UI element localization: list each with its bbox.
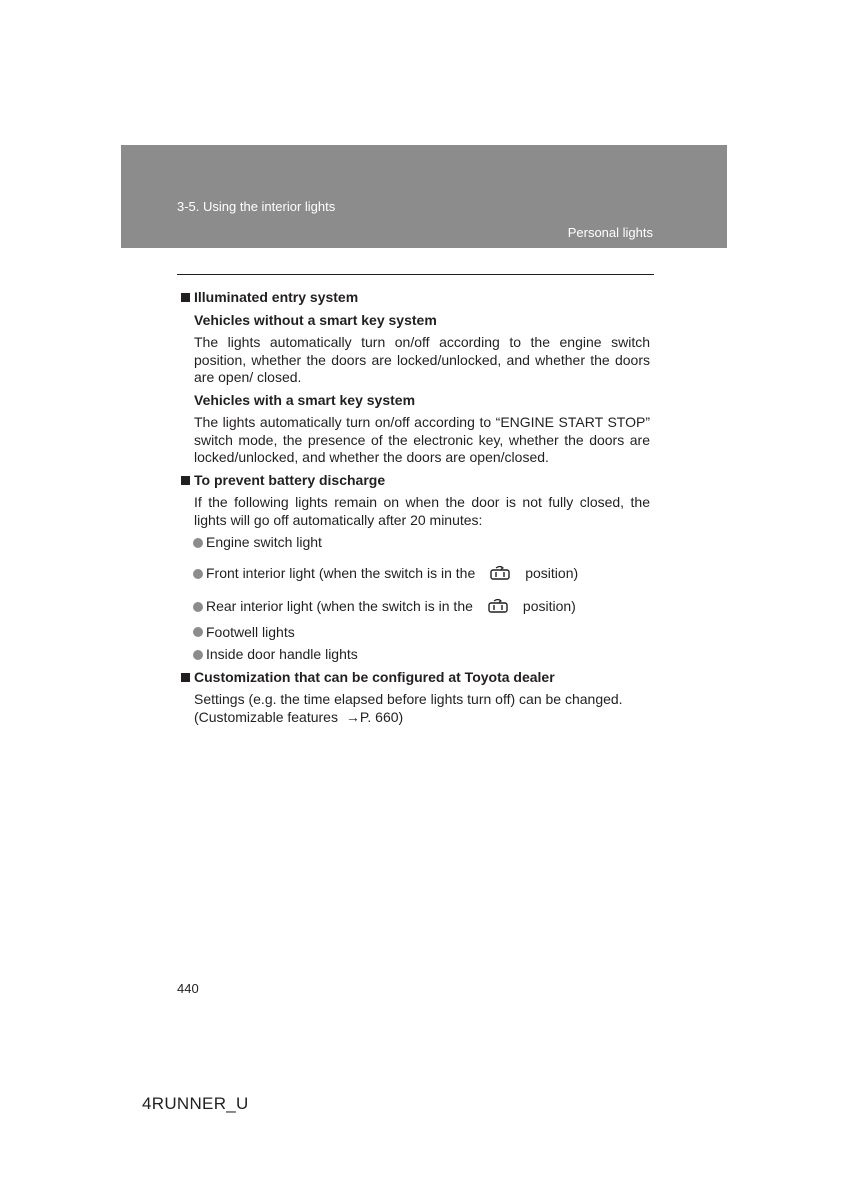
list-item-text: Engine switch light xyxy=(206,534,322,550)
section-heading-entry xyxy=(180,289,650,307)
list-item-text: Rear interior light (when the switch is in the xyxy=(206,597,473,614)
list-item-text-suffix: position) xyxy=(522,597,576,614)
cross-reference-label: (Customizable features xyxy=(194,708,338,725)
list-item-text: Front interior light (when the switch is in the xyxy=(206,564,476,581)
subheading-no-smart-key: Vehicles without a smart key system xyxy=(194,311,437,328)
list-item-text-suffix: position) xyxy=(525,564,579,581)
heading-text: To prevent battery discharge xyxy=(194,471,386,488)
section-label: 3-5. Using the interior lights xyxy=(177,199,336,214)
paragraph-custom: Settings (e.g. the time elapsed before lights turn off) can be changed. xyxy=(194,691,623,707)
list-item xyxy=(193,592,650,622)
content xyxy=(180,289,650,726)
custom-body xyxy=(180,691,650,726)
list-item xyxy=(193,534,650,552)
battery-list xyxy=(180,534,650,664)
model-code: 4RUNNER_U xyxy=(142,1094,249,1113)
square-bullet-icon xyxy=(181,476,190,485)
heading-text: Customization that can be configured at Toyota dealer xyxy=(194,668,555,685)
paragraph-battery: If the following lights remain on when the door is not fully closed, the lights will go off automatically after 20 minutes: xyxy=(194,494,650,528)
round-bullet-icon xyxy=(193,650,203,660)
subheading-smart-key: Vehicles with a smart key system xyxy=(194,391,416,408)
square-bullet-icon xyxy=(181,673,190,682)
list-item-text: Inside door handle lights xyxy=(206,646,358,662)
section-heading-custom xyxy=(180,669,650,687)
list-item xyxy=(193,559,650,589)
square-bullet-icon xyxy=(181,293,190,302)
round-bullet-icon xyxy=(193,538,203,548)
round-bullet-icon xyxy=(193,602,203,612)
heading-text: Illuminated entry system xyxy=(194,289,359,305)
list-item xyxy=(193,646,650,664)
battery-body xyxy=(180,494,650,529)
header-band xyxy=(121,145,727,248)
entry-body xyxy=(180,312,650,467)
list-item xyxy=(193,624,650,642)
door-position-icon xyxy=(489,565,511,583)
door-position-icon xyxy=(487,598,509,616)
round-bullet-icon xyxy=(193,627,203,637)
arrow-right-icon: → xyxy=(345,708,360,725)
header-rule xyxy=(177,274,654,275)
page-number: 440 xyxy=(177,981,199,996)
page-topic: Personal lights xyxy=(567,225,653,240)
section-heading-battery xyxy=(180,472,650,490)
paragraph-smart-key: The lights automatically turn on/off according to “ENGINE START STOP” switch mode, the presence of the electronic key, whether the doors are locked/unlocked, and whether the doors are open/closed. xyxy=(194,414,650,465)
list-item-text: Footwell lights xyxy=(206,623,295,640)
cross-reference-page: P. 660) xyxy=(359,708,404,725)
paragraph-no-smart-key: The lights automatically turn on/off according to the engine switch position, whether the doors are locked/unlocked, and whether the doors are open/ closed. xyxy=(194,334,650,385)
cross-reference xyxy=(194,709,650,727)
round-bullet-icon xyxy=(193,569,203,579)
